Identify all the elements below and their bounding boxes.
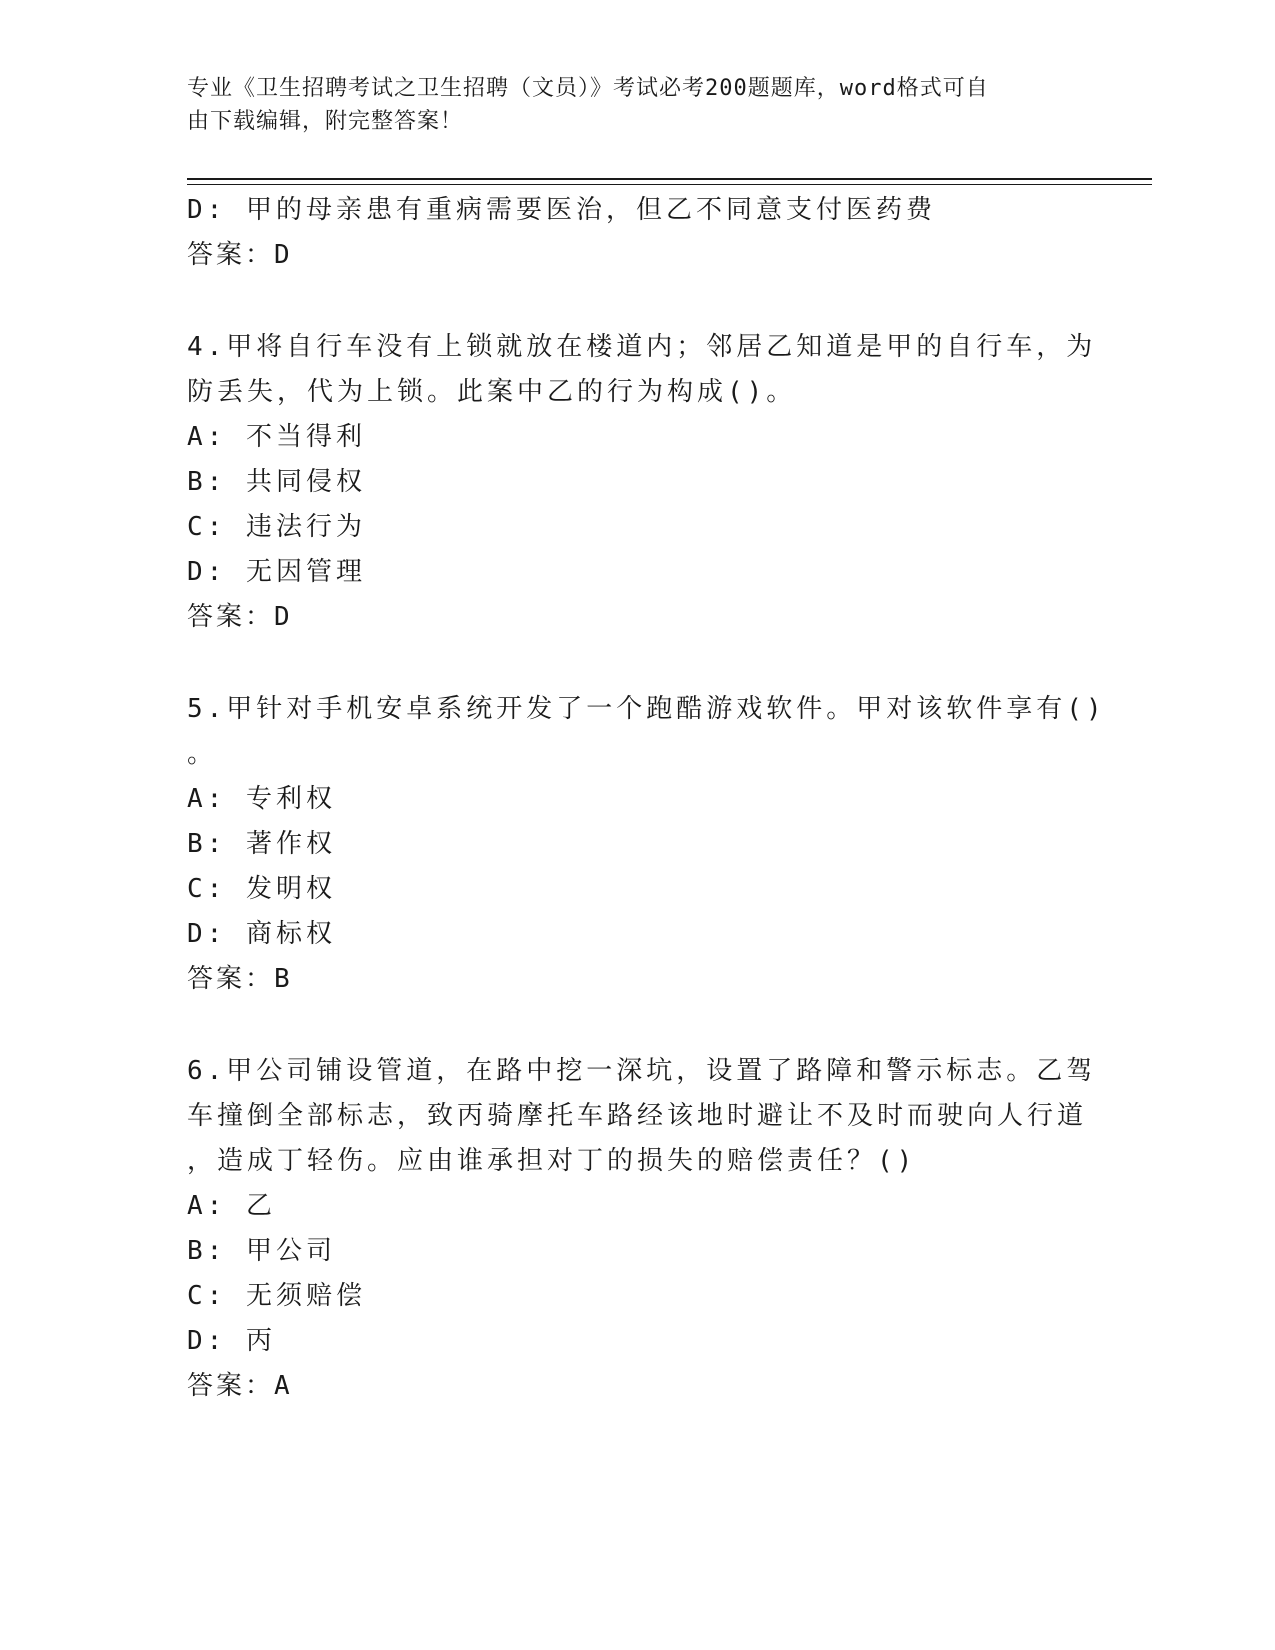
option-d: D: 丙 [187,1326,276,1356]
question-stem-line: 4.甲将自行车没有上锁就放在楼道内；邻居乙知道是甲的自行车，为 [187,332,1097,362]
question-stem-line: 车撞倒全部标志，致丙骑摩托车路经该地时避让不及时而驶向人行道 [187,1101,1088,1131]
option-a: A: 乙 [187,1191,276,1221]
option-a: A: 不当得利 [187,422,366,452]
option-b: B: 甲公司 [187,1236,336,1266]
header-line: 专业《卫生招聘考试之卫生招聘（文员）》考试必考200题题库，word格式可自 [187,76,989,101]
question-stem-line: 6.甲公司铺设管道，在路中挖一深坑，设置了路障和警示标志。乙驾 [187,1056,1097,1086]
question-stem-line: 。 [187,739,218,769]
spacer [187,1002,1067,1049]
option-c: C: 无须赔偿 [187,1281,366,1311]
header-divider-thick [187,178,1152,180]
option-d: D: 商标权 [187,919,336,949]
question-fragment [187,188,1067,278]
header-divider-thin [187,184,1152,185]
question-5 [187,687,1106,1002]
spacer [187,278,1067,325]
document-header [187,72,1067,138]
option-d: D: 无因管理 [187,557,366,587]
header-line: 由下载编辑，附完整答案！ [187,109,464,134]
question-6 [187,1049,1097,1409]
answer-line: 答案：D [187,240,293,270]
option-b: B: 著作权 [187,829,336,859]
question-stem-line: 防丢失，代为上锁。此案中乙的行为构成()。 [187,377,797,407]
option-c: C: 违法行为 [187,512,366,542]
option-c: C: 发明权 [187,874,336,904]
answer-line: 答案：B [187,964,293,994]
answer-line: 答案：A [187,1371,293,1401]
answer-line: 答案：D [187,602,293,632]
question-4 [187,325,1097,640]
option-a: A: 专利权 [187,784,336,814]
spacer [187,640,1067,687]
question-stem-line: 5.甲针对手机安卓系统开发了一个跑酷游戏软件。甲对该软件享有() [187,694,1106,724]
option-b: B: 共同侵权 [187,467,366,497]
question-list [187,188,1106,1409]
question-stem-line: ，造成丁轻伤。应由谁承担对丁的损失的赔偿责任？() [187,1146,917,1176]
option-d: D: 甲的母亲患有重病需要医治，但乙不同意支付医药费 [187,195,936,225]
